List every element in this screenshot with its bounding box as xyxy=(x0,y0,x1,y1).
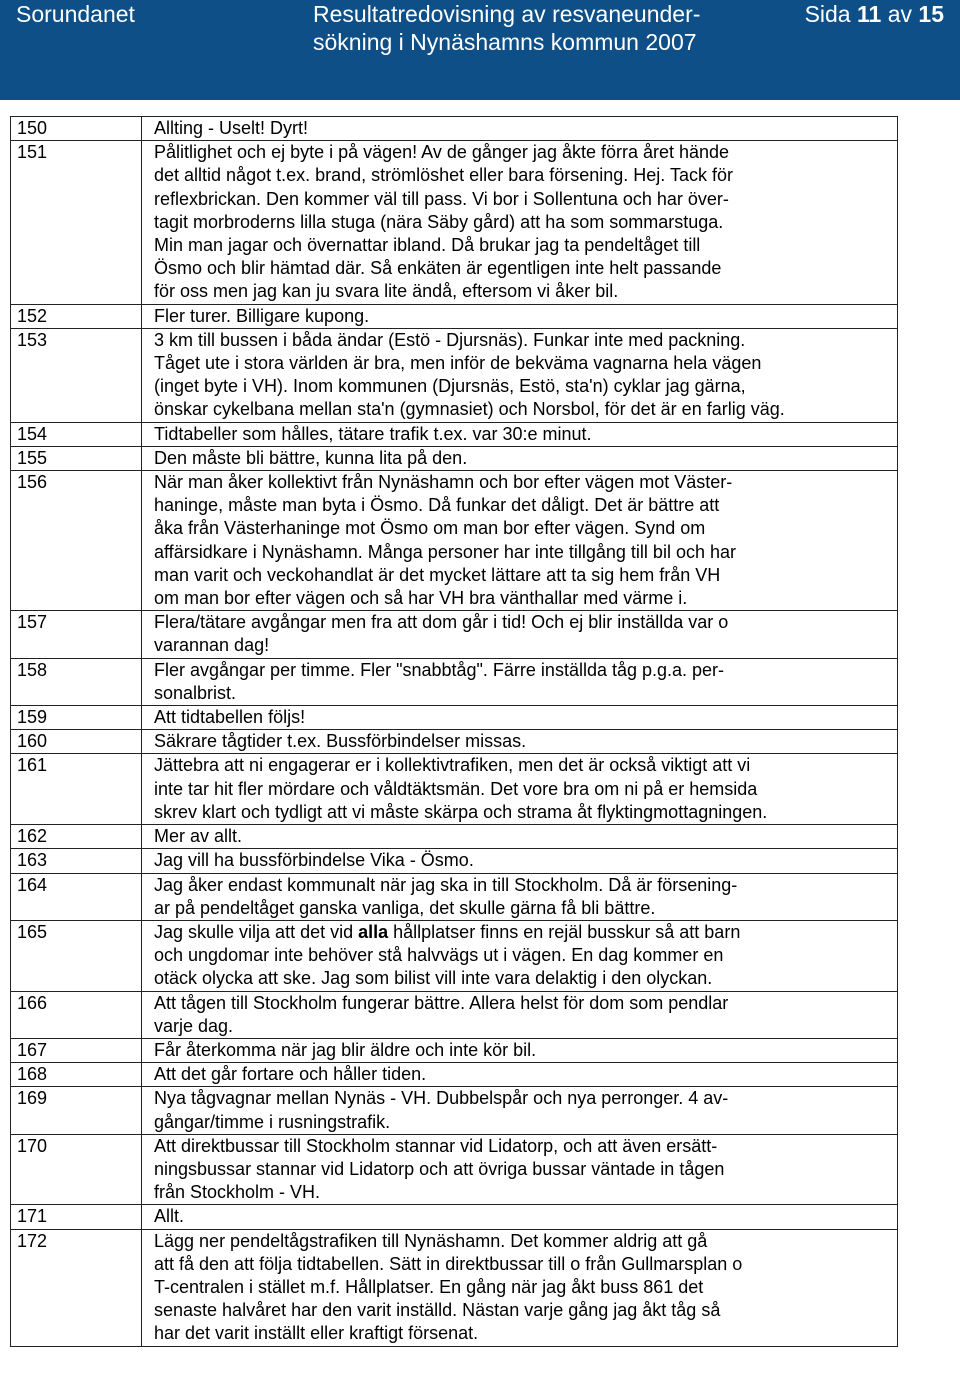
page-total: 15 xyxy=(918,1,944,27)
table-row xyxy=(11,471,898,611)
response-number: 164 xyxy=(11,873,142,920)
response-text xyxy=(142,328,898,422)
header-left-title: Sorundanet xyxy=(16,1,135,27)
table-row xyxy=(11,825,898,849)
response-line: Fler turer. Billigare kupong. xyxy=(154,305,370,326)
response-number: 162 xyxy=(11,825,142,849)
responses-table xyxy=(10,116,898,1347)
response-text xyxy=(142,920,898,991)
response-text xyxy=(142,1205,898,1229)
response-text xyxy=(142,141,898,304)
response-text xyxy=(142,873,898,920)
table-row xyxy=(11,1134,898,1205)
table-row xyxy=(11,873,898,920)
response-line: Att tidtabellen följs! xyxy=(154,707,306,728)
table-row xyxy=(11,422,898,446)
response-number: 152 xyxy=(11,304,142,328)
response-number: 165 xyxy=(11,920,142,991)
response-number: 168 xyxy=(11,1063,142,1087)
response-text xyxy=(142,706,898,730)
table-row xyxy=(11,117,898,141)
response-text xyxy=(142,754,898,825)
table-row xyxy=(11,328,898,422)
report-title xyxy=(313,0,700,56)
response-number: 171 xyxy=(11,1205,142,1229)
response-line: T-centralen i stället m.f. Hållplatser. En gång när jag åkt buss 861 det xyxy=(154,1276,704,1297)
page-of: av xyxy=(887,1,913,27)
response-line: Jag skulle vilja att det vid alla hållplatser finns en rejäl busskur så att barn xyxy=(154,921,741,942)
table-row xyxy=(11,1063,898,1087)
response-line: sonalbrist. xyxy=(154,682,237,703)
response-line: åka från Västerhaninge mot Ösmo om man bor efter vägen. Synd om xyxy=(154,518,706,539)
response-text xyxy=(142,304,898,328)
response-line: inte tar hit fler mördare och våldtäktsmän. Det vore bra om ni på er hemsida xyxy=(154,778,758,799)
response-number: 170 xyxy=(11,1134,142,1205)
table-row xyxy=(11,706,898,730)
response-line: önskar cykelbana mellan sta'n (gymnasiet) och Norsbol, för det är en farlig väg. xyxy=(154,399,785,420)
response-line: Tåget ute i stora världen är bra, men inför de bekväma vagnarna hela vägen xyxy=(154,353,762,374)
response-text xyxy=(142,658,898,705)
table-row xyxy=(11,991,898,1038)
response-line: från Stockholm - VH. xyxy=(154,1182,321,1203)
response-line: Tidtabeller som hålles, tätare trafik t.ex. var 30:e minut. xyxy=(154,423,592,444)
table-row xyxy=(11,446,898,470)
response-number: 158 xyxy=(11,658,142,705)
response-line: Jag åker endast kommunalt när jag ska in till Stockholm. Då är försening- xyxy=(154,874,738,895)
response-text xyxy=(142,849,898,873)
response-line: Flera/tätare avgångar men fra att dom går i tid! Och ej blir inställda var o xyxy=(154,612,729,633)
response-text xyxy=(142,117,898,141)
response-line: Allt. xyxy=(154,1206,185,1227)
table-row xyxy=(11,730,898,754)
emphasized-text: alla xyxy=(358,921,389,942)
response-number: 157 xyxy=(11,611,142,658)
response-line: det alltid något t.ex. brand, strömlöshet eller bara försening. Hej. Tack för xyxy=(154,165,733,186)
response-line: 3 km till bussen i båda ändar (Estö - Djursnäs). Funkar inte med packning. xyxy=(154,329,746,350)
table-row xyxy=(11,141,898,304)
response-text xyxy=(142,471,898,611)
response-line: Pålitlighet och ej byte i på vägen! Av de gånger jag åkte förra året hände xyxy=(154,142,730,163)
response-line: Jättebra att ni engagerar er i kollektivtrafiken, men det är också viktigt att vi xyxy=(154,755,751,776)
report-title-line-2: sökning i Nynäshamns kommun 2007 xyxy=(313,29,697,55)
response-text xyxy=(142,1134,898,1205)
response-number: 167 xyxy=(11,1038,142,1062)
response-text xyxy=(142,1038,898,1062)
response-line: varannan dag! xyxy=(154,635,270,656)
response-line: Säkrare tågtider t.ex. Bussförbindelser missas. xyxy=(154,731,527,752)
response-line: att få den att följa tidtabellen. Sätt in direktbussar till o från Gullmarsplan o xyxy=(154,1253,743,1274)
response-line: reflexbrickan. Den kommer väl till pass. Vi bor i Sollentuna och har över- xyxy=(154,188,729,209)
response-line: Den måste bli bättre, kunna lita på den. xyxy=(154,447,468,468)
table-row xyxy=(11,1038,898,1062)
table-row xyxy=(11,1205,898,1229)
response-number: 156 xyxy=(11,471,142,611)
response-text xyxy=(142,825,898,849)
report-title-line-1: Resultatredovisning av resvaneunder- xyxy=(313,1,701,27)
table-row xyxy=(11,920,898,991)
table-row xyxy=(11,304,898,328)
response-line: Lägg ner pendeltågstrafiken till Nynäshamn. Det kommer aldrig att gå xyxy=(154,1230,708,1251)
response-line: När man åker kollektivt från Nynäshamn och bor efter vägen mot Väster- xyxy=(154,472,733,493)
response-number: 151 xyxy=(11,141,142,304)
response-number: 161 xyxy=(11,754,142,825)
response-line: om man bor efter vägen och så har VH bra vänthallar med värme i. xyxy=(154,588,688,609)
response-line: (inget byte i VH). Inom kommunen (Djursnäs, Estö, sta'n) cyklar jag gärna, xyxy=(154,376,746,397)
response-number: 166 xyxy=(11,991,142,1038)
response-number: 159 xyxy=(11,706,142,730)
response-number: 169 xyxy=(11,1087,142,1134)
table-row xyxy=(11,658,898,705)
response-line: affärsidkare i Nynäshamn. Många personer har inte tillgång till bil och har xyxy=(154,541,736,562)
responses-table-body xyxy=(11,117,898,1347)
response-text xyxy=(142,1063,898,1087)
response-line: Får återkomma när jag blir äldre och inte kör bil. xyxy=(154,1039,537,1060)
response-text xyxy=(142,730,898,754)
table-row xyxy=(11,1229,898,1346)
response-line: för oss men jag kan ju svara lite ändå, eftersom vi åker bil. xyxy=(154,281,619,302)
page-indicator xyxy=(805,0,944,28)
response-number: 153 xyxy=(11,328,142,422)
response-line: Jag vill ha bussförbindelse Vika - Ösmo. xyxy=(154,850,474,871)
response-line: ar på pendeltåget ganska vanliga, det skulle gärna få bli bättre. xyxy=(154,897,656,918)
response-text xyxy=(142,446,898,470)
response-number: 172 xyxy=(11,1229,142,1346)
page-label: Sida xyxy=(804,1,851,27)
response-text xyxy=(142,422,898,446)
page-header xyxy=(0,0,960,100)
response-line: man varit och veckohandlat är det mycket lättare att ta sig hem från VH xyxy=(154,564,721,585)
response-line: Att tågen till Stockholm fungerar bättre. Allera helst för dom som pendlar xyxy=(154,992,729,1013)
response-number: 155 xyxy=(11,446,142,470)
response-line: Ösmo och blir hämtad där. Så enkäten är egentligen inte helt passande xyxy=(154,258,722,279)
response-line: tagit morbroderns lilla stuga (nära Säby gård) att ha som sommarstuga. xyxy=(154,211,724,232)
table-row xyxy=(11,849,898,873)
response-number: 154 xyxy=(11,422,142,446)
response-line: gångar/timme i rusningstrafik. xyxy=(154,1111,391,1132)
table-row xyxy=(11,754,898,825)
response-line: Nya tågvagnar mellan Nynäs - VH. Dubbelspår och nya perronger. 4 av- xyxy=(154,1088,729,1109)
response-line: och ungdomar inte behöver stå halvvägs ut i vägen. En dag kommer en xyxy=(154,945,724,966)
response-line: otäck olycka att ske. Jag som bilist vill inte vara delaktig i den olyckan. xyxy=(154,968,713,989)
response-text xyxy=(142,991,898,1038)
response-number: 160 xyxy=(11,730,142,754)
response-text xyxy=(142,611,898,658)
response-line: haninge, måste man byta i Ösmo. Då funkar det dåligt. Det är bättre att xyxy=(154,495,720,516)
response-line: ningsbussar stannar vid Lidatorp och att övriga bussar väntade in tågen xyxy=(154,1158,725,1179)
response-line: skrev klart och tydligt att vi måste skärpa och strama åt flyktingmottagningen. xyxy=(154,801,768,822)
response-line: Mer av allt. xyxy=(154,826,243,847)
table-row xyxy=(11,611,898,658)
response-line: Min man jagar och övernattar ibland. Då brukar jag ta pendeltåget till xyxy=(154,235,701,256)
page-current: 11 xyxy=(857,1,882,27)
response-line: Fler avgångar per timme. Fler "snabbtåg". Färre inställda tåg p.g.a. per- xyxy=(154,659,725,680)
table-row xyxy=(11,1087,898,1134)
response-line: Allting - Uselt! Dyrt! xyxy=(154,118,309,138)
response-text xyxy=(142,1229,898,1346)
response-line: Att direktbussar till Stockholm stannar vid Lidatorp, och att även ersätt- xyxy=(154,1135,718,1156)
response-line: varje dag. xyxy=(154,1015,234,1036)
response-text xyxy=(142,1087,898,1134)
response-number: 163 xyxy=(11,849,142,873)
response-line: Att det går fortare och håller tiden. xyxy=(154,1064,427,1085)
response-number: 150 xyxy=(11,117,142,141)
response-line: har det varit inställt eller kraftigt försenat. xyxy=(154,1323,479,1344)
response-line: senaste halvåret har den varit inställd. Nästan varje gång jag åkt tåg så xyxy=(154,1300,721,1321)
